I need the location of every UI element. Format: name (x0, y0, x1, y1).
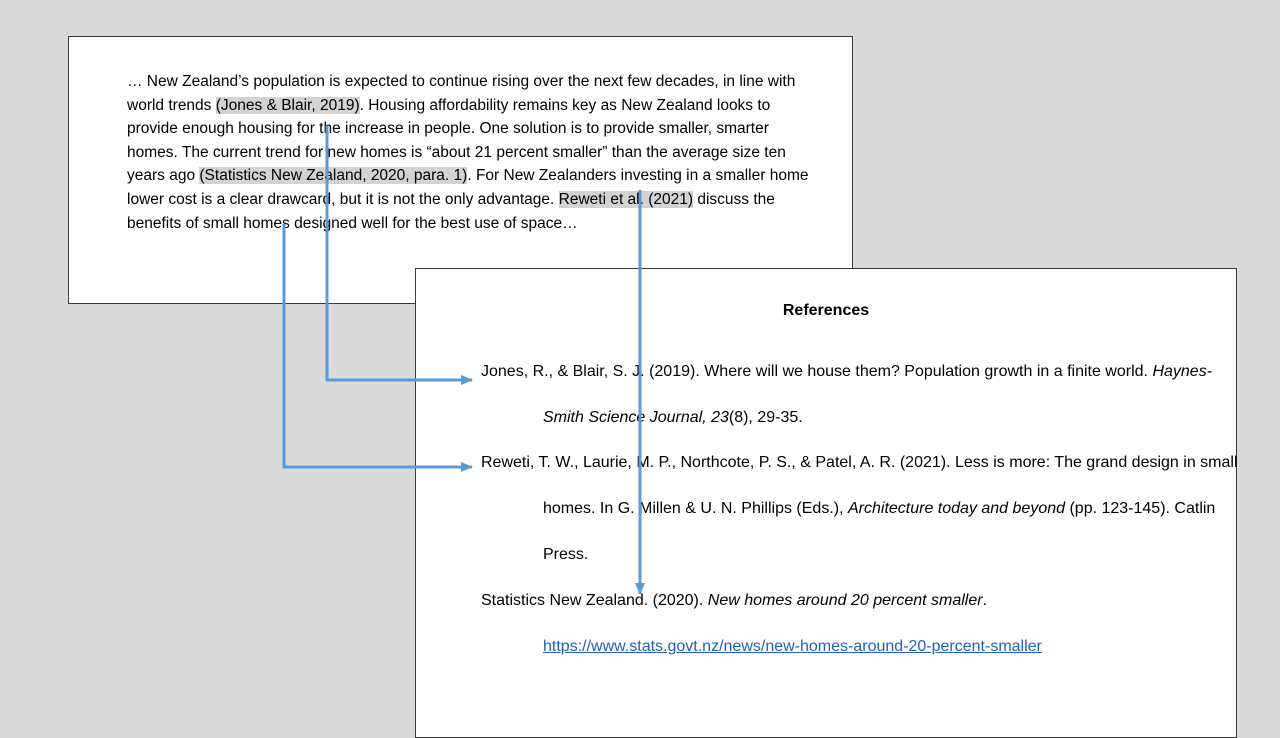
reference-3-period: . (982, 592, 988, 609)
reference-entry-jones-blair (481, 349, 1243, 441)
excerpt-text-3: . For New Zealanders investing in a smaller home lower cost is a clear drawcard, but it is not the only advantage. (127, 167, 809, 208)
citation-statistics-nz: (Statistics New Zealand, 2020, para. 1) (199, 167, 468, 185)
excerpt-text-2: . Housing affordability remains key as New Zealand looks to provide enough housing for the increase in people. One solution is to provide smaller, smarter homes. The current trend for new homes is “about 21 percent smaller” than the average size ten years ago (127, 96, 786, 185)
citation-jones-blair: (Jones & Blair, 2019) (215, 96, 360, 114)
reference-3-url-link[interactable]: https://www.stats.govt.nz/news/new-homes-around-20-percent-smaller (543, 637, 1042, 655)
excerpt-text-4: discuss the benefits of small homes designed well for the best use of space… (127, 190, 775, 232)
reference-1-pages: (8), 29-35. (728, 408, 803, 426)
excerpt-text-1: … New Zealand’s population is expected to continue rising over the next few decades, in line with world trends (127, 73, 796, 114)
reference-2-text: Reweti, T. W., Laurie, M. P., Northcote, P. S., & Patel, A. R. (2021). Less is more: The grand design in small homes. In G. Millen & U. N. Phillips (Eds.), (481, 454, 1238, 517)
reference-entry-statistics-nz (481, 578, 1243, 670)
reference-2-pages: (pp. 123-145). Catlin Press. (543, 499, 1216, 563)
reference-3-title: New homes around 20 percent smaller (707, 592, 983, 609)
references-title: References (782, 302, 870, 319)
essay-paragraph (127, 70, 817, 235)
essay-excerpt-page (68, 36, 853, 304)
reference-1-journal: Haynes-Smith Science Journal, 23 (543, 363, 1213, 426)
reference-1-text: Jones, R., & Blair, S. J. (2019). Where will we house them? Population growth in a finite world. (481, 363, 1153, 380)
reference-entry-reweti (481, 440, 1243, 577)
reference-2-book-title: Architecture today and beyond (847, 499, 1066, 517)
references-page (415, 268, 1237, 738)
citation-reweti: Reweti et al. (2021) (558, 190, 694, 208)
reference-3-text: Statistics New Zealand. (2020). (481, 592, 708, 609)
